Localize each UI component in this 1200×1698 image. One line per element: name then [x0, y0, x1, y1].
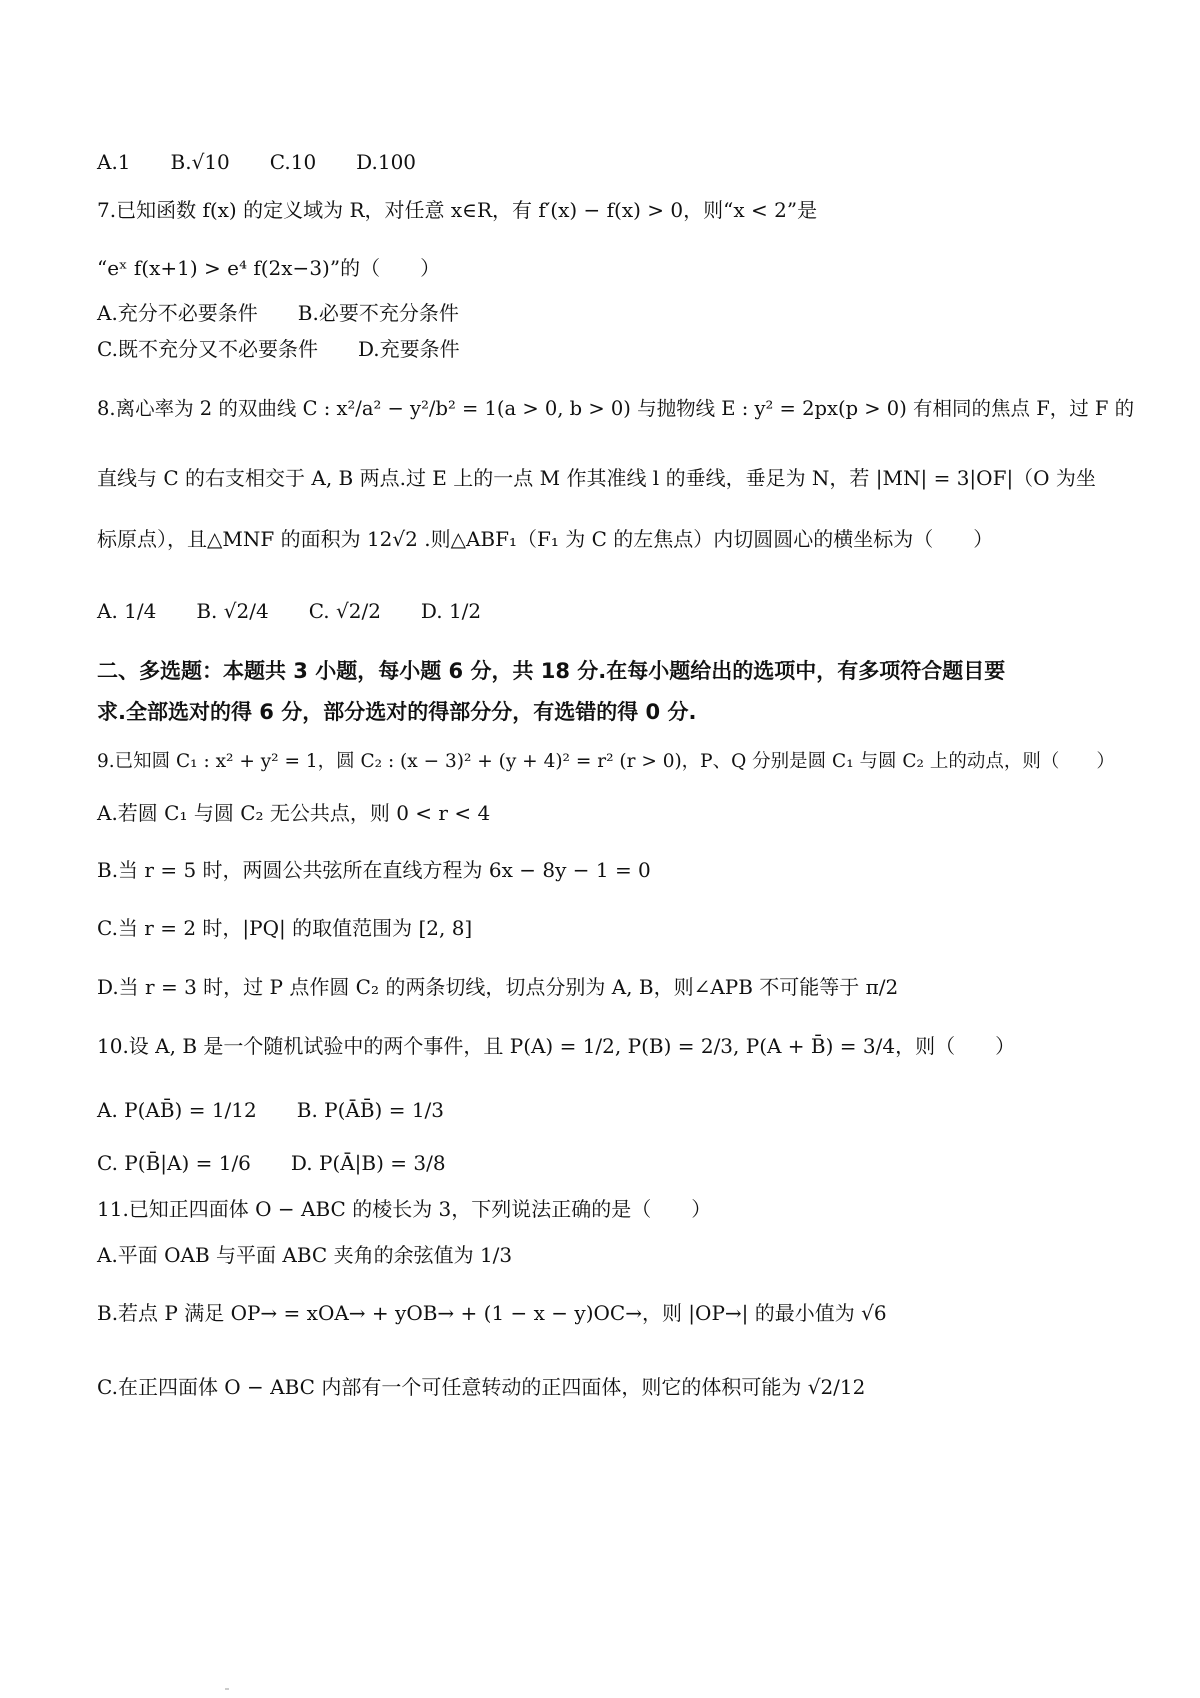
q8-stem: 8.离心率为 2 的双曲线 C : x²/a² − y²/b² = 1(a > 0, b > 0) 与抛物线 E : y² = 2px(p > 0) 有相同的焦点 F，过 F 的 — [97, 397, 1135, 420]
q7-stem-cont: “eˣ f(x+1) > e⁴ f(2x−3)”的（ ） — [97, 256, 441, 280]
section-heading-multi: 二、多选题：本题共 3 小题，每小题 6 分，共 18 分.在每小题给出的选项中，有多项符合题目要 — [97, 659, 1006, 683]
q11-option-a: A.平面 OAB 与平面 ABC 夹角的余弦值为 1/3 — [97, 1243, 513, 1267]
q7-options-cd: C.既不充分又不必要条件 D.充要条件 — [97, 337, 460, 361]
q7-options-ab: A.充分不必要条件 B.必要不充分条件 — [97, 301, 459, 325]
q6-options: A.1 B.√10 C.10 D.100 — [97, 150, 417, 174]
q7-stem: 7.已知函数 f(x) 的定义域为 R，对任意 x∈R，有 f′(x) − f(x) > 0，则“x < 2”是 — [97, 198, 818, 222]
q10-options-cd: C. P(B̄|A) = 1/6 D. P(Ā|B) = 3/8 — [97, 1151, 446, 1175]
q9-option-d: D.当 r = 3 时，过 P 点作圆 C₂ 的两条切线，切点分别为 A, B，则∠APB 不可能等于 π/2 — [97, 975, 899, 999]
q8-stem-cont: 直线与 C 的右支相交于 A, B 两点.过 E 上的一点 M 作其准线 l 的垂线，垂足为 N，若 |MN| = 3|OF|（O 为坐 — [97, 466, 1096, 490]
q10-stem: 10.设 A, B 是一个随机试验中的两个事件，且 P(A) = 1/2, P(B) = 2/3, P(A + B̄) = 3/4，则（ ） — [97, 1034, 1016, 1058]
section-heading-multi-cont: 求.全部选对的得 6 分，部分选对的得部分分，有选错的得 0 分. — [97, 700, 697, 724]
q8-stem-cont2: 标原点），且△MNF 的面积为 12√2 .则△ABF₁（F₁ 为 C 的左焦点）内切圆圆心的横坐标为（ ） — [97, 527, 994, 551]
q9-option-b: B.当 r = 5 时，两圆公共弦所在直线方程为 6x − 8y − 1 = 0 — [97, 858, 651, 882]
q11-option-c: C.在正四面体 O − ABC 内部有一个可任意转动的正四面体，则它的体积可能为 √2/12 — [97, 1375, 866, 1399]
q10-options-ab: A. P(AB̄) = 1/12 B. P(ĀB̄) = 1/3 — [97, 1098, 445, 1122]
q9-option-c: C.当 r = 2 时，|PQ| 的取值范围为 [2, 8] — [97, 916, 473, 940]
q11-option-b: B.若点 P 满足 OP→ = xOA→ + yOB→ + (1 − x − y)OC→，则 |OP→| 的最小值为 √6 — [97, 1301, 887, 1325]
q9-stem: 9.已知圆 C₁ : x² + y² = 1，圆 C₂ : (x − 3)² + (y + 4)² = r² (r > 0)，P、Q 分别是圆 C₁ 与圆 C₂ 上的动点，则（ ） — [97, 751, 1115, 772]
q9-option-a: A.若圆 C₁ 与圆 C₂ 无公共点，则 0 < r < 4 — [97, 801, 491, 825]
q11-stem: 11.已知正四面体 O − ABC 的棱长为 3，下列说法正确的是（ ） — [97, 1197, 712, 1221]
q8-options: A. 1/4 B. √2/4 C. √2/2 D. 1/2 — [97, 599, 482, 623]
footer-mark — [225, 1688, 229, 1690]
